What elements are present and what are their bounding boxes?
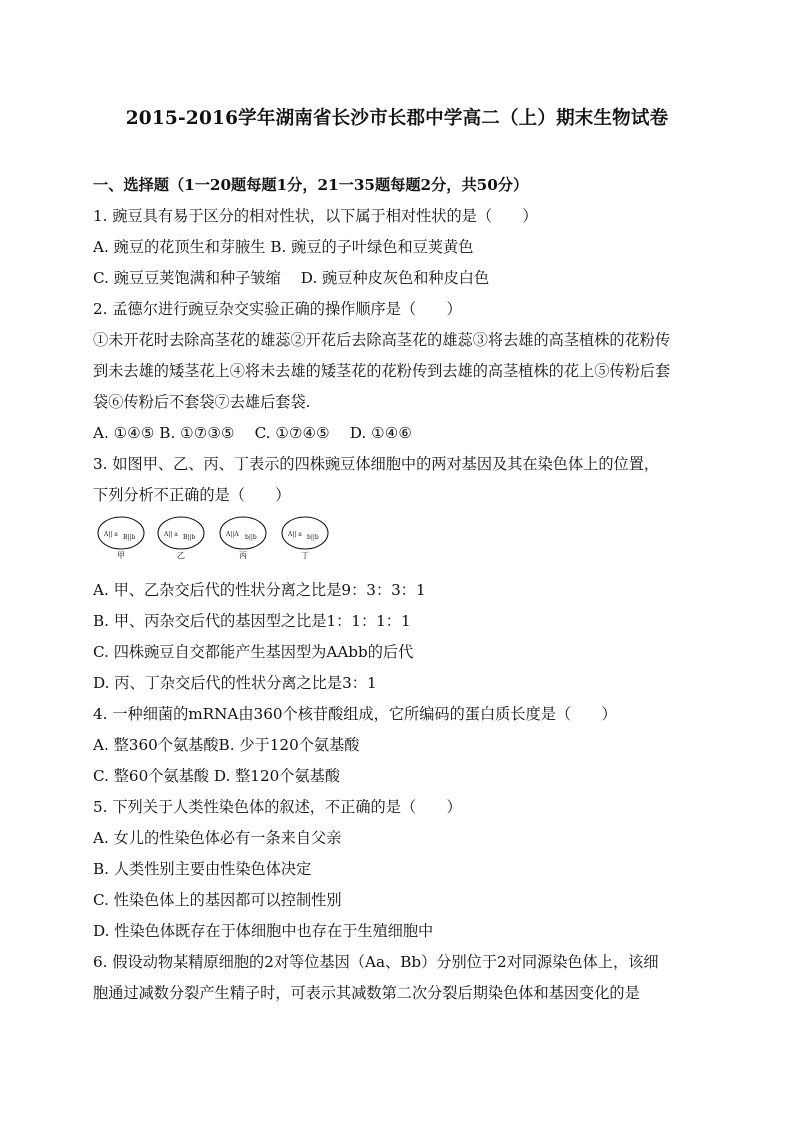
option-line: C. 整60个氨基酸 D. 整120个氨基酸 (93, 767, 341, 785)
page-title: 2015-2016学年湖南省长沙市长郡中学高二（上）期末生物试卷 (125, 108, 669, 129)
option-line: C. 豌豆豆荚饱满和种子皱缩 D. 豌豆种皮灰色和种皮白色 (93, 269, 490, 287)
cell-label: 乙 (177, 551, 185, 560)
section-heading: 一、选择题（1一20题每题1分，21一35题每题2分，共50分） (93, 176, 529, 194)
question-line: 5. 下列关于人类性染色体的叙述，不正确的是（ ） (93, 798, 462, 816)
svg-text:B||b: B||b (183, 534, 196, 541)
option-line: A. ①④⑤ B. ①⑦③⑤ C. ①⑦④⑤ D. ①④⑥ (93, 424, 412, 442)
option-line: A. 甲、乙杂交后代的性状分离之比是9：3：3：1 (93, 581, 426, 599)
option-line: D. 丙、丁杂交后代的性状分离之比是3：1 (93, 674, 377, 692)
question-text-line: 袋⑥传粉后不套袋⑦去雄后套袋. (93, 393, 311, 411)
option-line: D. 性染色体既存在于体细胞中也存在于生殖细胞中 (93, 922, 434, 940)
option-line: A. 女儿的性染色体必有一条来自父亲 (93, 829, 342, 847)
option-line: A. 豌豆的花顶生和芽腋生 B. 豌豆的子叶绿色和豆荚黄色 (93, 238, 474, 256)
question-text-line: 到未去雄的矮茎花上④将未去雄的矮茎花的花粉传到去雄的高茎植株的花上⑤传粉后套 (93, 362, 671, 380)
cell-outline-icon (280, 515, 330, 551)
option-line: B. 人类性别主要由性染色体决定 (93, 860, 312, 878)
chromosome-figure (93, 515, 343, 565)
option-line: C. 性染色体上的基因都可以控制性别 (93, 891, 342, 909)
question-line: 6. 假设动物某精原细胞的2对等位基因（Aa、Bb）分别位于2对同源染色体上，该细 (93, 953, 659, 971)
option-line: B. 甲、丙杂交后代的基因型之比是1：1：1：1 (93, 612, 411, 630)
cell-outline-icon (218, 515, 268, 551)
cell-label: 丁 (301, 551, 309, 560)
cell-diagram (156, 515, 206, 565)
question-text-line: 下列分析不正确的是（ ） (93, 486, 291, 504)
svg-text:A|| a: A|| a (104, 531, 118, 538)
question-text-line: 胞通过减数分裂产生精子时，可表示其减数第二次分裂后期染色体和基因变化的是 (93, 984, 640, 1002)
svg-text:b||b: b||b (245, 534, 257, 541)
question-line: 3. 如图甲、乙、丙、丁表示的四株豌豆体细胞中的两对基因及其在染色体上的位置， (93, 455, 660, 473)
question-line: 4. 一种细菌的mRNA由360个核苷酸组成，它所编码的蛋白质长度是（ ） (93, 705, 617, 723)
question-text-line: ①未开花时去除高茎花的雄蕊②开花后去除高茎花的雄蕊③将去雄的高茎植株的花粉传 (93, 331, 671, 349)
cell-outline-icon (96, 515, 146, 551)
svg-text:A|| a: A|| a (288, 531, 302, 538)
svg-text:B||b: B||b (123, 534, 136, 541)
svg-text:A|| a: A|| a (164, 531, 178, 538)
cell-label: 丙 (239, 551, 247, 560)
cell-diagram (96, 515, 146, 565)
svg-text:b||b: b||b (307, 534, 319, 541)
cell-outline-icon (156, 515, 206, 551)
cell-diagram (280, 515, 330, 565)
cell-label: 甲 (117, 551, 125, 560)
svg-text:A||A: A||A (226, 531, 239, 538)
cell-diagram (218, 515, 268, 565)
question-line: 1. 豌豆具有易于区分的相对性状，以下属于相对性状的是（ ） (93, 207, 538, 225)
option-line: A. 整360个氨基酸B. 少于120个氨基酸 (93, 736, 360, 754)
option-line: C. 四株豌豆自交都能产生基因型为AAbb的后代 (93, 643, 414, 661)
question-line: 2. 孟德尔进行豌豆杂交实验正确的操作顺序是（ ） (93, 300, 462, 318)
